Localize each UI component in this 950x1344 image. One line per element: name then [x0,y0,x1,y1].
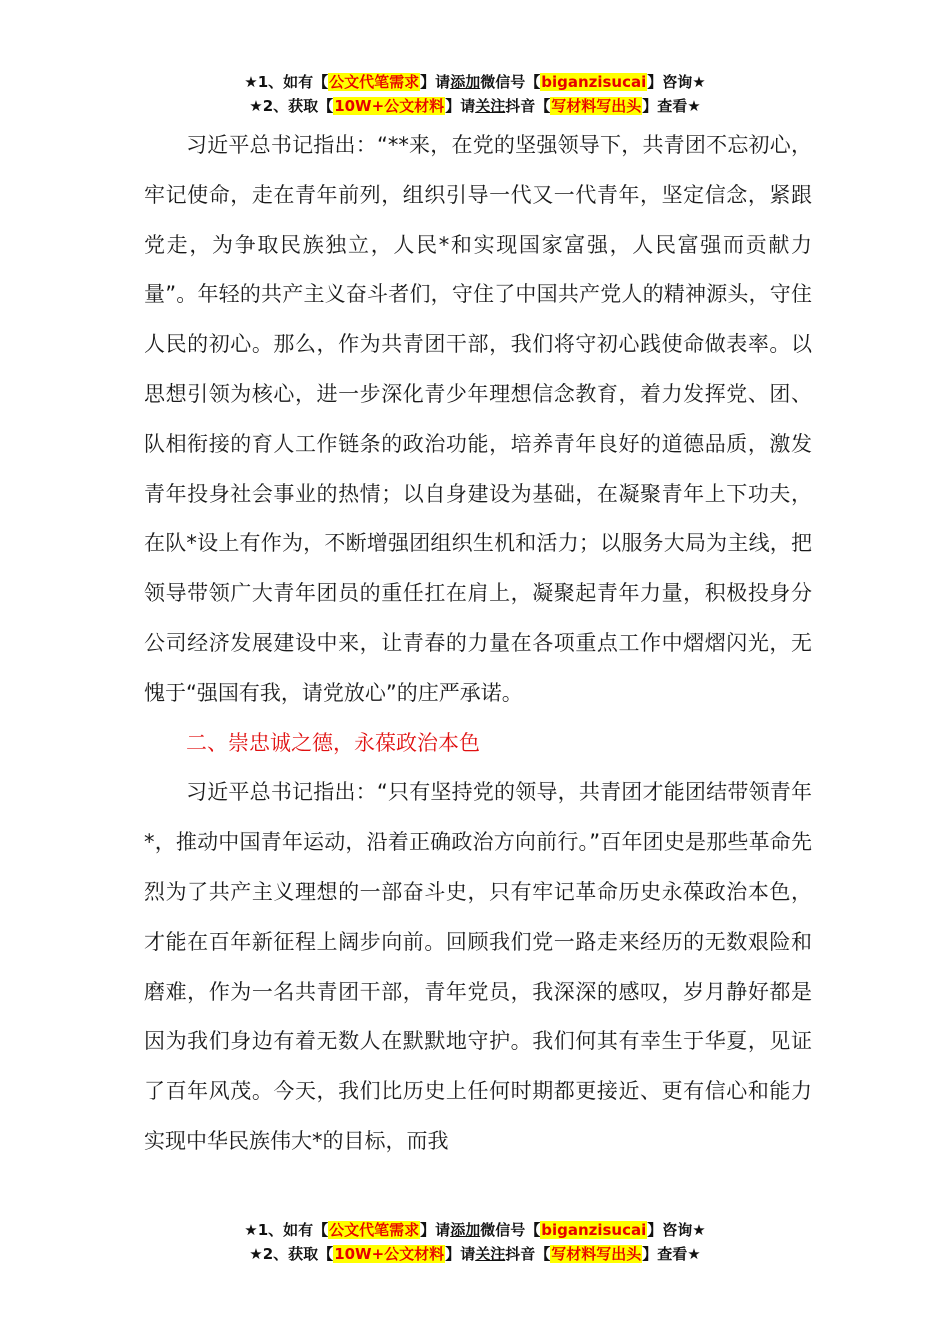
highlight-wechat-id: biganzisucai [541,1221,647,1239]
footer-banner [0,1218,950,1266]
document-body [144,121,812,1167]
paragraph-1: 习近平总书记指出：“**来，在党的坚强领导下，共青团不忘初心，牢记使命，走在青年前列，组织引导一代又一代青年，坚定信念，紧跟党走，为争取民族独立，人民*和实现国家富强，人民富强而贡献力量”。年轻的共产主义奋斗者们，守住了中国共产党人的精神源头，守住人民的初心。那么，作为共青团干部，我们将守初心践使命做表率。以思想引领为核心，进一步深化青少年理想信念教育，着力发挥党、团、队相衔接的育人工作链条的政治功能，培养青年良好的道德品质，激发青年投身社会事业的热情；以自身建设为基础，在凝聚青年上下功夫，在队*设上有作为，不断增强团组织生机和活力；以服务大局为主线，把领导带领广大青年团员的重任扛在肩上，凝聚起青年力量，积极投身分公司经济发展建设中来，让青春的力量在各项重点工作中熠熠闪光，无愧于“强国有我，请党放心”的庄严承诺。 [144,133,812,705]
header-banner [0,70,950,118]
highlight-douyin: 写材料写出头 [551,97,642,115]
highlight-douyin: 写材料写出头 [551,1245,642,1263]
section-heading-2: 二、崇忠诚之德，永葆政治本色 [186,730,480,755]
highlight-materials: 10W+公文材料 [334,97,445,115]
highlight-wechat-id: biganzisucai [541,73,647,91]
highlight-ghostwriting: 公文代笔需求 [329,1221,420,1239]
banner-line-2: ★2、获取【10W+公文材料】请关注抖音【写材料写出头】查看★ [249,1245,701,1263]
highlight-ghostwriting: 公文代笔需求 [329,73,420,91]
banner-line-1: ★1、如有【公文代笔需求】请添加微信号【biganzisucai】咨询★ [244,1221,706,1239]
paragraph-2: 习近平总书记指出：“只有坚持党的领导，共青团才能团结带领青年*，推动中国青年运动，沿着正确政治方向前行。”百年团史是那些革命先烈为了共产主义理想的一部奋斗史，只有牢记革命历史永葆政治本色，才能在百年新征程上阔步向前。回顾我们党一路走来经历的无数艰险和磨难，作为一名共青团干部，青年党员，我深深的感叹，岁月静好都是因为我们身边有着无数人在默默地守护。我们何其有幸生于华夏，见证了百年风茂。今天，我们比历史上任何时期都更接近、更有信心和能力实现中华民族伟大*的目标，而我 [144,780,812,1153]
highlight-materials: 10W+公文材料 [334,1245,445,1263]
banner-line-1: ★1、如有【公文代笔需求】请添加微信号【biganzisucai】咨询★ [244,73,706,91]
banner-line-2: ★2、获取【10W+公文材料】请关注抖音【写材料写出头】查看★ [249,97,701,115]
